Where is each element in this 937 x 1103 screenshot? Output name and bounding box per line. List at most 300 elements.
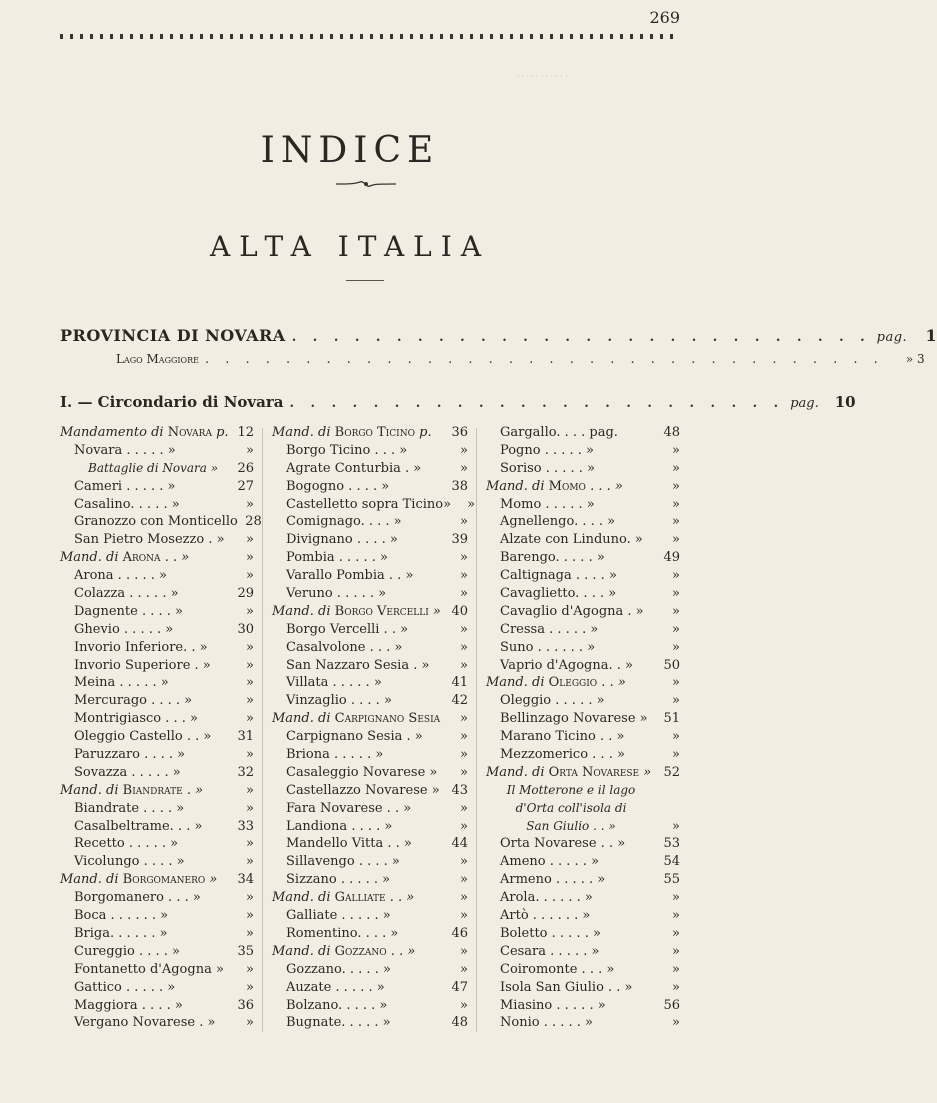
place-name: Borgo Ticino . . . » (286, 442, 408, 458)
index-entry (272, 549, 468, 567)
column-separator (476, 428, 477, 1032)
index-column-2 (272, 424, 476, 1032)
entry-page-number: » (246, 854, 254, 870)
place-name: Coiromonte . . . » (500, 961, 615, 977)
entry-page-number: 44 (451, 836, 468, 852)
index-entry (60, 961, 254, 979)
entry-page-number: 35 (237, 943, 254, 959)
entry-page-number: » (460, 997, 468, 1013)
entry-page-number: 48 (663, 425, 680, 440)
mand-seat: Carpignano Sesia (334, 711, 441, 727)
index-entry (60, 674, 254, 692)
place-name: Cressa . . . . . » (500, 621, 599, 637)
entry-page-number: 41 (451, 675, 468, 691)
entry-page-number: » (672, 925, 680, 941)
place-name: Carpignano Sesia . » (286, 729, 423, 745)
index-entry (60, 567, 254, 585)
index-entry (486, 478, 680, 496)
entry-page-number: 36 (451, 425, 468, 440)
entry-page-number: » (672, 603, 680, 619)
mandamento-name (272, 943, 444, 961)
toc-label: I. — Circondario di Novara (60, 393, 284, 411)
index-entry (60, 710, 254, 728)
mand-prefix: Mand. di (486, 478, 549, 494)
entry-page-number: » (460, 586, 468, 602)
entry-page-number: » (672, 747, 680, 763)
mand-prefix: Mand. di (272, 425, 335, 440)
mand-seat: Novara (167, 425, 212, 440)
entry-page-number: » (460, 800, 468, 816)
mandamento-name (486, 478, 656, 496)
entry-page-number: 28 (245, 514, 262, 530)
entry-page-number: 42 (451, 693, 468, 709)
index-entry (60, 639, 254, 657)
mand-prefix: Mand. di (60, 782, 123, 798)
index-entry (486, 746, 680, 764)
entry-page-number: » (246, 496, 254, 512)
entry-page-number: » (460, 890, 468, 906)
place-name: Agnellengo. . . . » (500, 514, 616, 530)
index-entry (272, 1014, 468, 1032)
index-entry (272, 657, 468, 675)
entry-page-number: 49 (663, 550, 680, 566)
dotted-rule (60, 34, 674, 39)
mandamento-name (60, 549, 230, 567)
mand-prefix: Mand. di (272, 603, 335, 619)
mandamento-name (486, 764, 656, 782)
entry-page-number: » (460, 460, 468, 476)
entry-page-number: » (246, 657, 254, 673)
index-entry (272, 460, 468, 478)
entry-page-number: » (460, 639, 468, 655)
index-entry (486, 710, 680, 728)
entry-page-number: 40 (451, 603, 468, 619)
mand-seat: Borgo Vercelli (334, 603, 429, 619)
place-name: Casaleggio Novarese » (286, 764, 438, 780)
index-entry (486, 835, 680, 853)
entry-page-number: » (672, 675, 680, 691)
index-entry (60, 478, 254, 496)
index-entry (486, 728, 680, 746)
index-entry (272, 835, 468, 853)
place-name: Invorio Inferiore. . » (74, 639, 208, 655)
place-name: Divignano . . . . » (286, 532, 398, 548)
index-entry (60, 800, 254, 818)
index-entry (60, 728, 254, 746)
place-name: Soriso . . . . . » (500, 460, 596, 476)
index-entry (272, 692, 468, 710)
place-name: Armeno . . . . . » (500, 872, 606, 888)
place-name: Sizzano . . . . . » (286, 872, 391, 888)
place-name: Maggiora . . . . » (74, 997, 183, 1013)
index-entry (272, 764, 468, 782)
index-entry (60, 657, 254, 675)
place-name: Fontanetto d'Agogna » (74, 961, 224, 977)
place-name: Bogogno . . . . » (286, 478, 390, 494)
index-entry (60, 1014, 254, 1032)
mand-seat: Arona (122, 550, 161, 566)
index-entry (272, 979, 468, 997)
entry-page-number: » (246, 836, 254, 852)
entry-page-number: 43 (451, 782, 468, 798)
entry-page-number: 36 (237, 997, 254, 1013)
mand-suffix: p. (211, 425, 229, 440)
entry-page-number: 38 (451, 478, 468, 494)
mand-seat: Galliate (334, 890, 386, 906)
entry-page-number: » (460, 764, 468, 780)
toc-pag: pag. (790, 396, 819, 411)
place-name: Nonio . . . . . » (500, 1015, 593, 1031)
mand-suffix: . . » (160, 550, 190, 566)
entry-page-number: » (246, 747, 254, 763)
index-entry (486, 782, 680, 800)
index-entry (60, 531, 254, 549)
entry-page-number: » (460, 854, 468, 870)
entry-page-number: » (246, 908, 254, 924)
place-name: Fara Novarese . . » (286, 800, 412, 816)
entry-page-number: 46 (451, 925, 468, 941)
index-entry (486, 907, 680, 925)
entry-page-number: » (467, 496, 476, 512)
place-name: Borgomanero . . . » (74, 890, 201, 906)
index-entry (486, 657, 680, 675)
place-name: d'Orta coll'isola di (515, 800, 627, 815)
entry-page-number: 34 (237, 872, 254, 888)
place-name: Borgo Vercelli . . » (286, 621, 409, 637)
entry-page-number: » (246, 603, 254, 619)
toc-page-number: » 3 (905, 352, 925, 366)
place-name: Oleggio Castello . . » (74, 729, 212, 745)
entry-page-number: 26 (237, 460, 254, 476)
index-entry (486, 460, 680, 478)
entry-page-number: 50 (663, 657, 680, 673)
index-entry (60, 871, 254, 889)
entry-page-number: 47 (451, 979, 468, 995)
index-entry (486, 585, 680, 603)
index-entry (60, 943, 254, 961)
index-entry (60, 782, 254, 800)
mandamento-name (272, 710, 444, 728)
place-name: Gattico . . . . . » (74, 979, 176, 995)
index-entry (486, 764, 680, 782)
index-entry (486, 496, 680, 514)
entry-page-number: » (460, 442, 468, 458)
toc-leader-dots: . . . . . . . . . . . . . . . . . . . . . . . . . . . . . . . . . . (204, 352, 884, 367)
place-name: San Giulio . . » (526, 818, 616, 833)
index-entry (60, 907, 254, 925)
index-entry (272, 496, 476, 514)
entry-page-number: 39 (451, 532, 468, 548)
place-name: Gozzano. . . . . » (286, 961, 391, 977)
place-name: San Pietro Mosezzo . » (74, 532, 225, 548)
entry-page-number: » (672, 514, 680, 530)
mand-prefix: Mand. di (272, 711, 335, 727)
place-name: Pogno . . . . . » (500, 442, 594, 458)
place-name: Biandrate . . . . » (74, 800, 185, 816)
entry-page-number: 53 (663, 836, 680, 852)
index-entry (486, 567, 680, 585)
entry-page-number: » (672, 1015, 680, 1031)
toc-provincia (60, 326, 937, 345)
entry-page-number: » (460, 514, 468, 530)
entry-page-number: » (246, 550, 254, 566)
mand-suffix: . » (182, 782, 204, 798)
index-entry (486, 871, 680, 889)
entry-page-number: » (672, 568, 680, 584)
entry-page-number: » (672, 818, 680, 834)
entry-page-number: » (460, 818, 468, 834)
index-entry (486, 442, 680, 460)
entry-page-number: » (672, 943, 680, 959)
mandamento-name (486, 674, 656, 692)
index-entry (272, 746, 468, 764)
place-name: Granozzo con Monticello (74, 514, 238, 530)
index-entry (60, 513, 262, 531)
page-subtitle: ALTA ITALIA (209, 230, 491, 263)
place-name: Battaglie di Novara » (88, 460, 219, 475)
entry-page-number: » (672, 460, 680, 476)
index-entry (60, 585, 254, 603)
mandamento-name (60, 871, 230, 889)
mand-prefix: Mand. di (486, 675, 549, 691)
toc-page-number: 1 (925, 326, 937, 345)
place-name: Orta Novarese . . » (500, 836, 626, 852)
index-entry (60, 460, 254, 478)
entry-page-number: 29 (237, 586, 254, 602)
index-entry (272, 442, 468, 460)
entry-page-number: » (672, 478, 680, 494)
place-name: Casalvolone . . . » (286, 639, 403, 655)
index-entry (272, 800, 468, 818)
index-entry (486, 674, 680, 692)
entry-page-number: » (460, 908, 468, 924)
place-name: Bugnate. . . . . » (286, 1015, 391, 1031)
mand-suffix: . . » (597, 675, 626, 691)
index-entry (272, 728, 468, 746)
place-name: Colazza . . . . . » (74, 586, 179, 602)
mandamento-name (272, 603, 444, 621)
entry-page-number: 33 (237, 818, 254, 834)
index-entry (486, 513, 680, 531)
entry-page-number: 31 (237, 729, 254, 745)
place-name: Marano Ticino . . » (500, 729, 625, 745)
index-entry (60, 997, 254, 1015)
index-column-1 (60, 424, 262, 1032)
place-name: Varallo Pombia . . » (286, 568, 414, 584)
index-entry (272, 424, 468, 442)
index-column-3 (486, 424, 680, 1032)
entry-page-number: » (460, 621, 468, 637)
index-entry (272, 782, 468, 800)
index-entry (272, 531, 468, 549)
place-name: Caltignaga . . . . » (500, 568, 617, 584)
place-name: Galliate . . . . . » (286, 908, 391, 924)
place-name: Montrigiasco . . . » (74, 711, 198, 727)
place-name: Castellazzo Novarese » (286, 782, 440, 798)
index-entry (60, 853, 254, 871)
page-title: INDICE (260, 130, 440, 171)
place-name: Briona . . . . . » (286, 747, 384, 763)
entry-page-number: » (246, 925, 254, 941)
index-entry (486, 925, 680, 943)
index-entry (272, 710, 468, 728)
entry-page-number: » (246, 442, 254, 458)
mand-suffix: » (205, 872, 218, 888)
index-entry (272, 997, 468, 1015)
entry-page-number: » (246, 782, 254, 798)
mandamento-name (272, 889, 444, 907)
index-entry (272, 889, 468, 907)
place-name: Meina . . . . . » (74, 675, 169, 691)
entry-page-number: » (672, 586, 680, 602)
index-entry (486, 889, 680, 907)
mand-suffix: » (639, 764, 652, 780)
index-entry (60, 496, 254, 514)
index-entry (486, 549, 680, 567)
place-name: Momo . . . . . » (500, 496, 595, 512)
mand-suffix: . . . » (585, 478, 623, 494)
entry-page-number: » (460, 961, 468, 977)
entry-page-number: 55 (663, 872, 680, 888)
entry-page-number: » (246, 532, 254, 548)
entry-page-number: 51 (663, 711, 680, 727)
place-name: Barengo. . . . . » (500, 550, 605, 566)
entry-page-number: » (672, 908, 680, 924)
entry-page-number: 30 (237, 621, 254, 637)
index-entry (486, 639, 680, 657)
place-name: Gargallo. . . . pag. (500, 425, 618, 440)
index-entry (272, 961, 468, 979)
entry-page-number: » (246, 890, 254, 906)
toc-leader-dots: . . . . . . . . . . . . . . . . . . . . . . . . (289, 396, 785, 411)
entry-page-number: 12 (237, 425, 254, 440)
place-name: Vinzaglio . . . . » (286, 693, 392, 709)
index-entry (486, 853, 680, 871)
mand-prefix: Mandamento di (60, 425, 168, 440)
place-name: Mandello Vitta . . » (286, 836, 412, 852)
place-name: Paruzzaro . . . . » (74, 747, 186, 763)
index-entry (486, 621, 680, 639)
toc-circondario (60, 393, 856, 411)
place-name: Dagnente . . . . » (74, 603, 183, 619)
place-name: Recetto . . . . . » (74, 836, 179, 852)
index-entry (272, 943, 468, 961)
index-entry (486, 424, 680, 442)
entry-page-number: » (672, 442, 680, 458)
mandamento-name (60, 782, 230, 800)
index-entry (272, 907, 468, 925)
index-entry (60, 692, 254, 710)
index-entry (60, 746, 254, 764)
index-entry (486, 997, 680, 1015)
faint-show-through: ........... (516, 66, 569, 80)
entry-page-number: » (460, 943, 468, 959)
index-entry (60, 889, 254, 907)
place-name: Landiona . . . . » (286, 818, 393, 834)
place-name: Cavaglio d'Agogna . » (500, 603, 644, 619)
column-separator (262, 428, 263, 1032)
index-entry (272, 925, 468, 943)
place-name: Casalbeltrame. . . » (74, 818, 203, 834)
index-entry (272, 585, 468, 603)
entry-page-number: 52 (663, 764, 680, 780)
place-name: Mercurago . . . . » (74, 693, 193, 709)
index-entry (60, 621, 254, 639)
place-name: Bellinzago Novarese » (500, 711, 648, 727)
place-name: Boca . . . . . . » (74, 908, 169, 924)
index-entry (272, 871, 468, 889)
place-name: Il Motterone e il lago (506, 782, 636, 797)
index-entry (486, 943, 680, 961)
toc-label: PROVINCIA DI NOVARA (60, 326, 286, 345)
index-entry (272, 478, 468, 496)
mandamento-name (272, 424, 444, 442)
index-entry (60, 925, 254, 943)
short-rule (346, 280, 384, 281)
entry-page-number: » (246, 979, 254, 995)
entry-page-number: » (672, 639, 680, 655)
page-number: 269 (649, 8, 680, 27)
mand-seat: Momo (548, 478, 586, 494)
place-name: Miasino . . . . . » (500, 997, 606, 1013)
index-entry (60, 818, 254, 836)
place-name: Mezzomerico . . . » (500, 747, 625, 763)
toc-pag: pag. (876, 330, 908, 345)
place-name: Cesara . . . . . » (500, 943, 600, 959)
toc-page-number: 10 (834, 393, 856, 411)
toc-label: Lago Maggiore (116, 352, 199, 366)
index-entry (486, 692, 680, 710)
index-entry (486, 979, 680, 997)
place-name: San Nazzaro Sesia . » (286, 657, 430, 673)
place-name: Novara . . . . . » (74, 442, 176, 458)
index-entry (272, 853, 468, 871)
entry-page-number: » (246, 711, 254, 727)
index-entry (60, 835, 254, 853)
place-name: Briga. . . . . . » (74, 925, 168, 941)
place-name: Ghevio . . . . . » (74, 621, 174, 637)
place-name: Cureggio . . . . » (74, 943, 180, 959)
place-name: Suno . . . . . . » (500, 639, 596, 655)
place-name: Vergano Novarese . » (74, 1015, 216, 1031)
mand-seat: Borgomanero (122, 872, 206, 888)
index-entry (272, 513, 468, 531)
index-entry (486, 531, 680, 549)
mand-seat: Borgo Ticino (334, 425, 415, 440)
place-name: Villata . . . . . » (286, 675, 382, 691)
place-name: Sillavengo . . . . » (286, 854, 400, 870)
entry-page-number: » (460, 657, 468, 673)
mand-prefix: Mand. di (60, 872, 123, 888)
index-entry (272, 674, 468, 692)
entry-page-number: » (246, 568, 254, 584)
entry-page-number: » (672, 496, 680, 512)
entry-page-number: » (460, 747, 468, 763)
mand-prefix: Mand. di (486, 764, 549, 780)
entry-page-number: » (246, 675, 254, 691)
index-entry (60, 549, 254, 567)
entry-page-number: » (672, 729, 680, 745)
index-entry (272, 639, 468, 657)
place-name: Comignago. . . . » (286, 514, 402, 530)
entry-page-number: » (460, 729, 468, 745)
index-entry (486, 800, 680, 818)
mand-seat: Gozzano (334, 943, 387, 959)
mandamento-name (60, 424, 230, 442)
mand-seat: Oleggio (548, 675, 598, 691)
toc-lago-maggiore (116, 352, 925, 367)
index-entry (486, 961, 680, 979)
